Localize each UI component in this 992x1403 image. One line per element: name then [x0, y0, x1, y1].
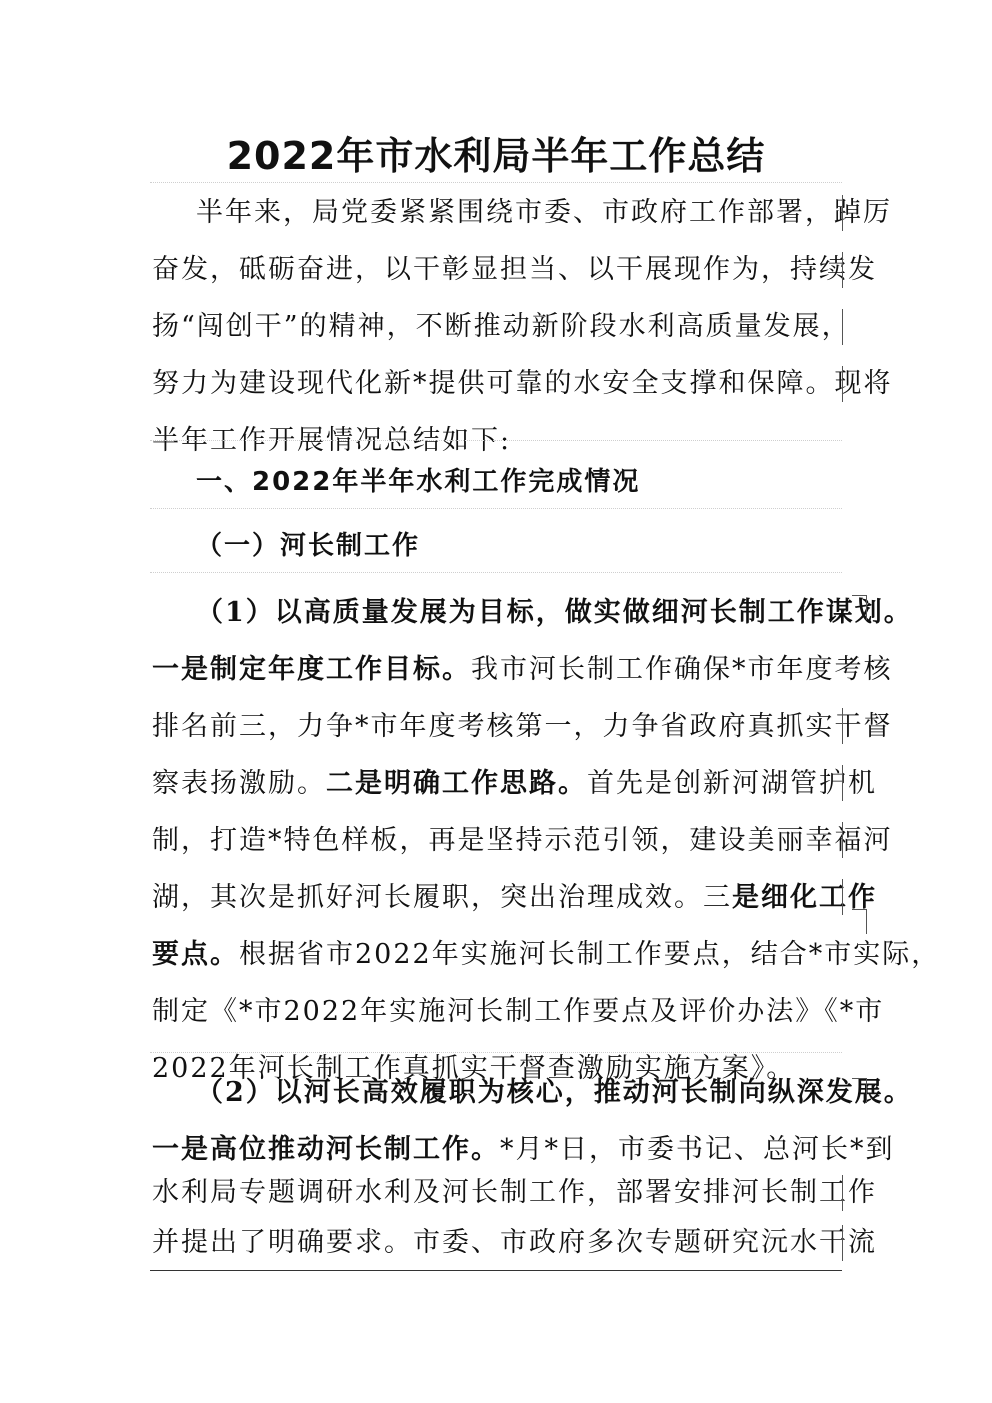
- separator: [150, 440, 842, 441]
- p1-line-3-bold: 二是明确工作思路。: [326, 768, 587, 799]
- section-heading: 一、2022年半年水利工作完成情况: [196, 467, 641, 497]
- p1-line-7: 制定《*市2022年实施河长制工作要点及评价办法》《*市: [152, 996, 885, 1027]
- p1-line-2: 排名前三，力争*市年度考核第一，力争省政府真抓实干督: [152, 711, 893, 742]
- p2-line-2: 水利局专题调研水利及河长制工作，部署安排河长制工作: [152, 1177, 877, 1208]
- margin-mark: [842, 366, 843, 402]
- p2-heading: （2）以河长高效履职为核心，推动河长制向纵深发展。: [196, 1077, 913, 1108]
- page-bottom-rule: [150, 1270, 842, 1271]
- p1-line-1-bold: 一是制定年度工作目标。: [152, 654, 471, 685]
- margin-corner: [852, 909, 867, 934]
- p1-line-6: [152, 926, 940, 983]
- margin-mark: [842, 309, 843, 345]
- p1-line-6-text: 根据省市2022年实施河长制工作要点，结合*市实际，: [239, 939, 941, 970]
- p1-line-3-pre: 察表扬激励。: [152, 768, 326, 799]
- subsection-heading: （一）河长制工作: [196, 531, 421, 561]
- p2-line-1-bold: 一是高位推动河长制工作。: [152, 1134, 500, 1165]
- margin-mark: [842, 765, 843, 801]
- separator: [150, 508, 842, 509]
- margin-mark: [842, 1225, 843, 1261]
- intro-line-5: 半年工作开展情况总结如下:: [152, 425, 512, 456]
- p1-line-5-pre: 湖，其次是抓好河长履职，突出治理成效。三: [152, 882, 732, 913]
- p1-line-3: [152, 755, 877, 812]
- intro-line-1: 半年来，局党委紧紧围绕市委、市政府工作部署，踔厉: [196, 197, 892, 228]
- p1-line-6-bold: 要点。: [152, 939, 239, 970]
- p1-line-1: [152, 641, 893, 698]
- intro-line-2: 奋发，砥砺奋进，以干彰显担当、以干展现作为，持续发: [152, 254, 877, 285]
- p2-line-1-text: *月*日，市委书记、总河长*到: [500, 1134, 895, 1165]
- intro-line-4: 努力为建设现代化新*提供可靠的水安全支撑和保障。现将: [152, 368, 893, 399]
- p1-line-1-text: 我市河长制工作确保*市年度考核: [471, 654, 893, 685]
- p1-line-5: [152, 869, 877, 926]
- margin-mark: [842, 822, 843, 858]
- margin-corner: [852, 1078, 867, 1103]
- document-title: 2022年市水利局半年工作总结: [226, 134, 766, 178]
- margin-mark: [842, 879, 843, 915]
- separator: [150, 1052, 842, 1053]
- margin-mark: [842, 252, 843, 288]
- margin-mark: [842, 1175, 843, 1211]
- margin-mark: [842, 708, 843, 744]
- margin-mark: [842, 195, 843, 231]
- p1-line-5-bold: 是细化工作: [732, 882, 877, 913]
- p1-line-3-text: 首先是创新河湖管护机: [587, 768, 877, 799]
- p2-line-3: 并提出了明确要求。市委、市政府多次专题研究沅水干流: [152, 1227, 877, 1258]
- p1-line-8: 2022年河长制工作真抓实干督查激励实施方案》。: [152, 1053, 796, 1084]
- intro-line-3: 扬“闯创干”的精神，不断推动新阶段水利高质量发展，: [152, 311, 851, 342]
- p1-line-4: 制，打造*特色样板，再是坚持示范引领，建设美丽幸福河: [152, 825, 893, 856]
- margin-corner: [852, 595, 867, 620]
- p1-heading: （1）以高质量发展为目标，做实做细河长制工作谋划。: [196, 597, 913, 628]
- separator: [150, 572, 842, 573]
- separator: [150, 182, 842, 183]
